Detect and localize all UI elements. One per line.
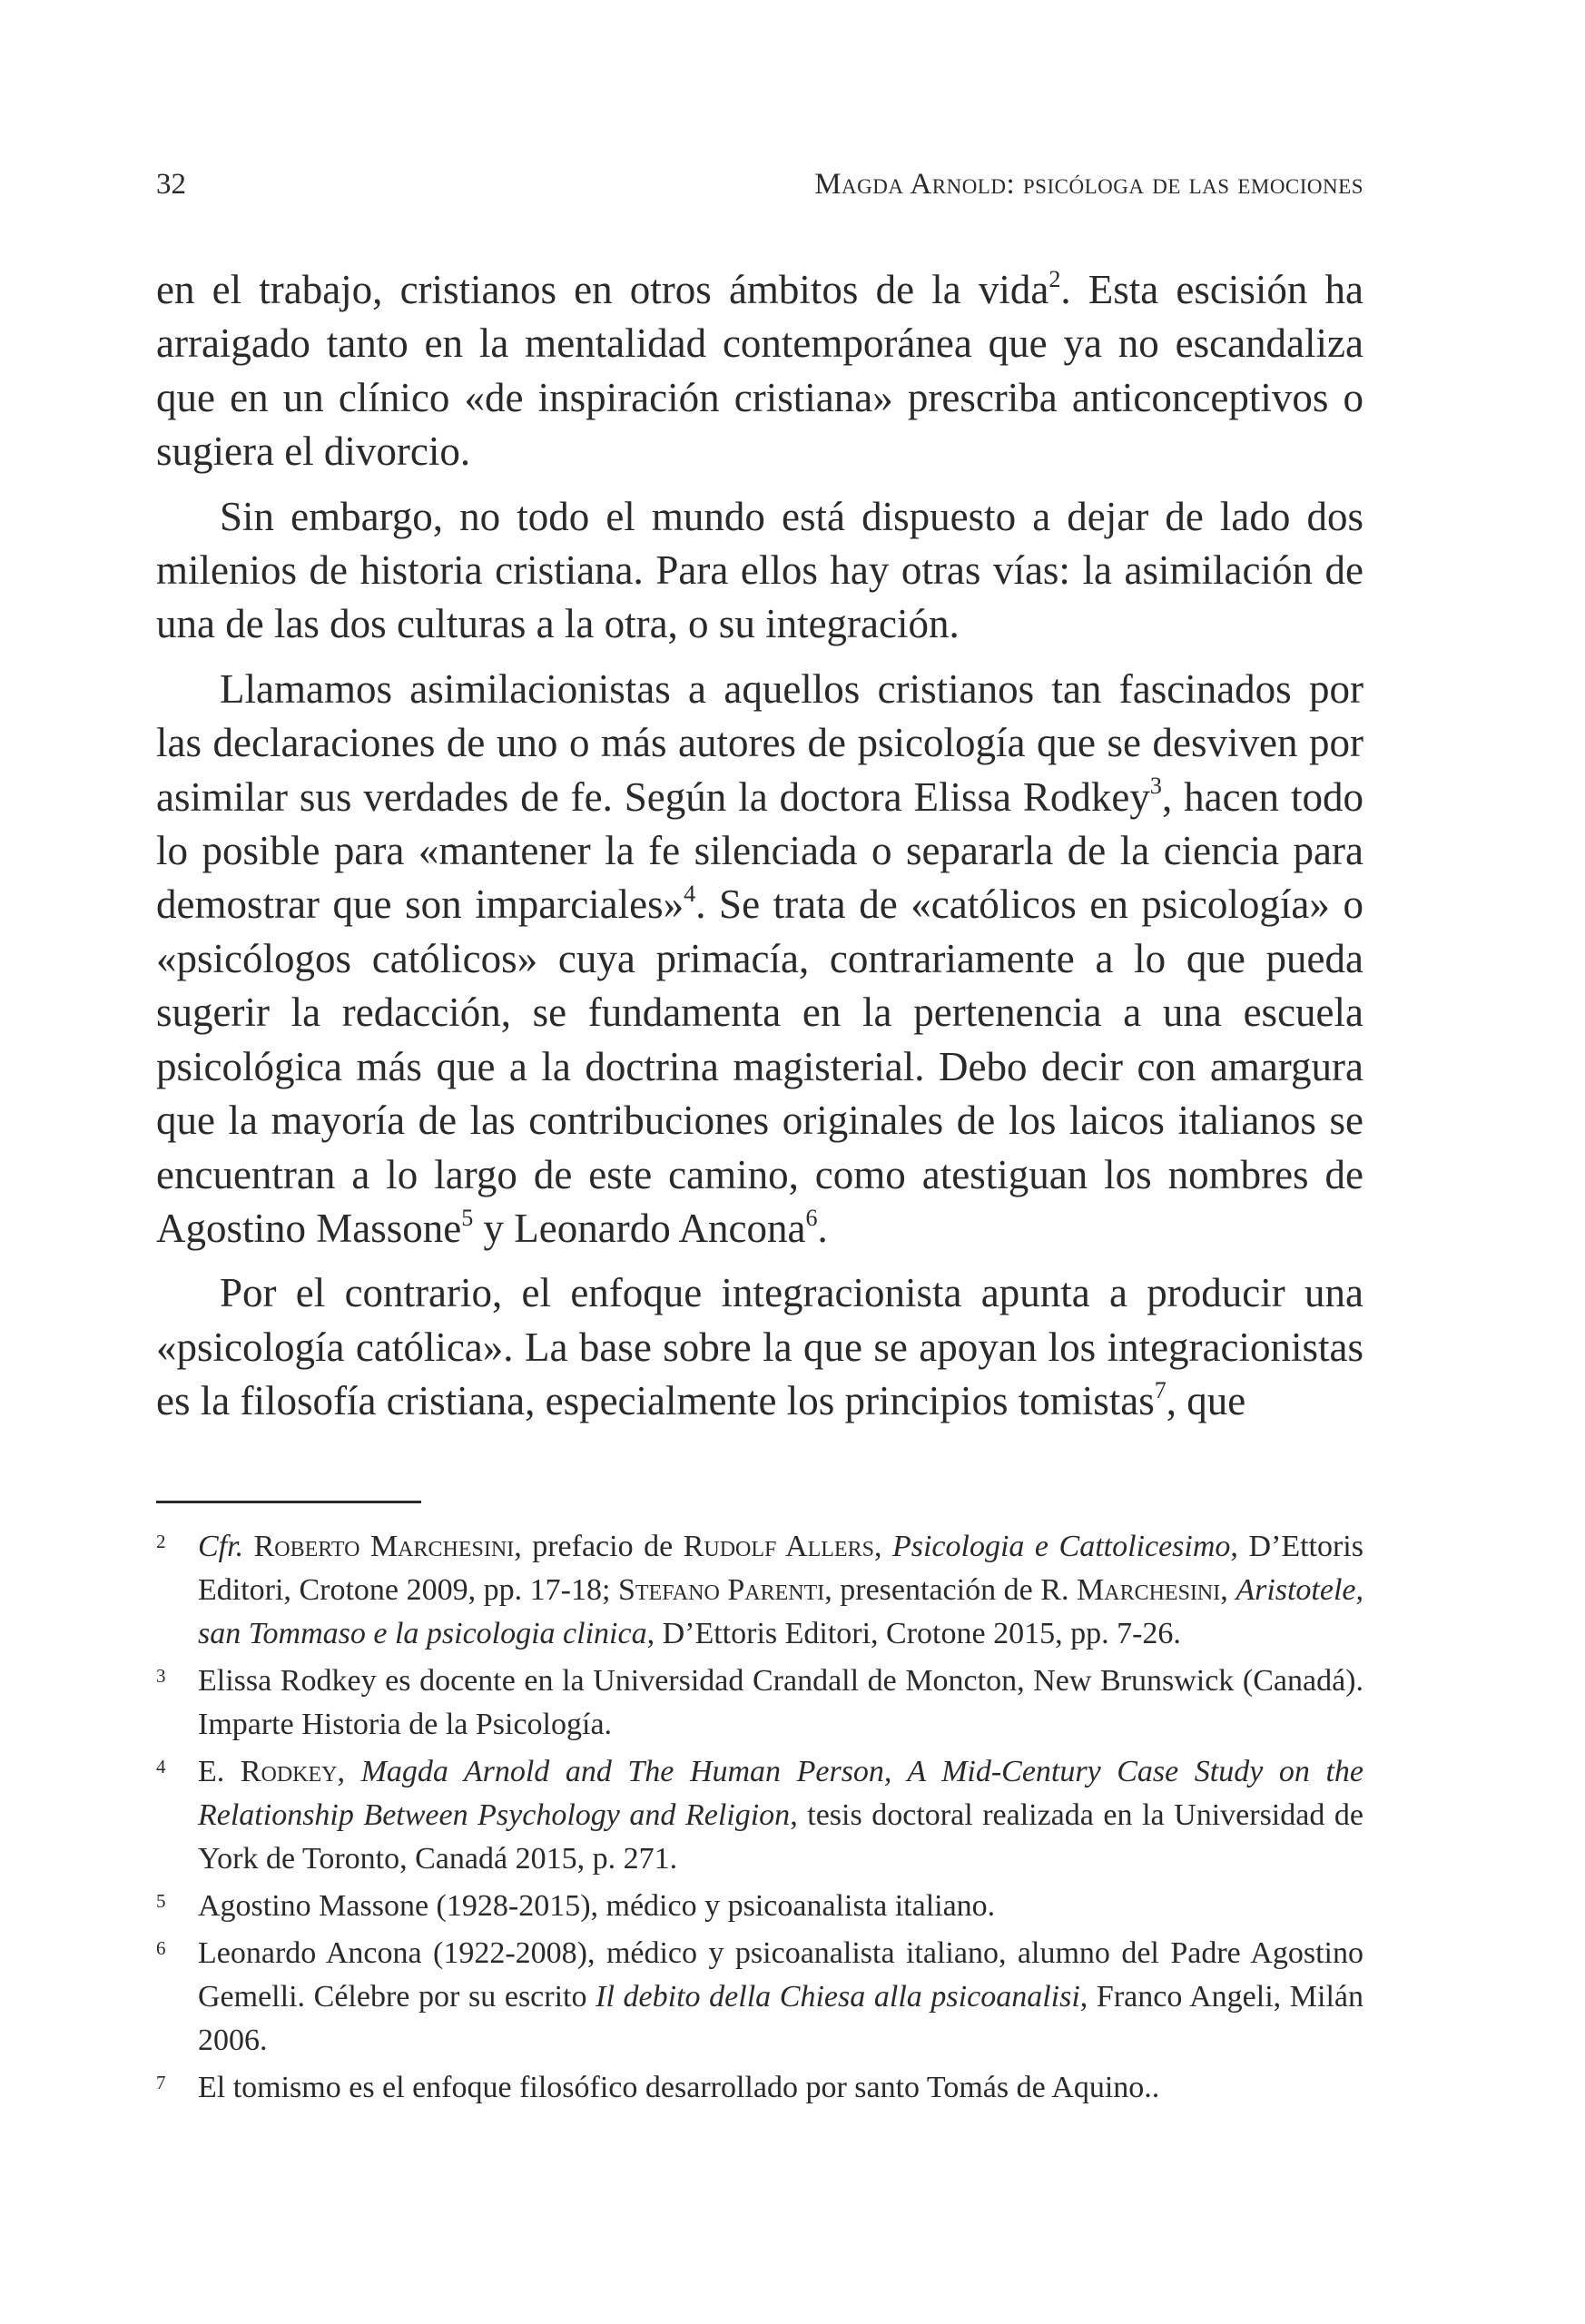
- footnote-text: Aristotele, san Tommaso e la psicologia clinica: [198, 1573, 1364, 1650]
- footnote-text: ,: [337, 1755, 361, 1788]
- footnote-text: [243, 1530, 254, 1563]
- footnote-text: , D’Ettoris Editori, Crotone 2015, pp. 7-26.: [646, 1617, 1181, 1650]
- footnote-text: Marchesini: [1077, 1573, 1221, 1607]
- footnote-number: 7: [156, 2072, 166, 2093]
- paragraph-1: en el trabajo, cristianos en otros ámbitos de la vida$^2$. Esta escisión ha arraigado tanto en la mentalidad contemporánea que ya no escandaliza que en un clínico «de inspiración cristiana» prescriba anticonceptivos o sugiera el divorcio.: [156, 265, 1363, 475]
- footnote-text: Rudolf Allers: [683, 1530, 874, 1563]
- footnote-text: Roberto Marchesini: [253, 1530, 515, 1563]
- footnote-text: ,: [1220, 1573, 1236, 1607]
- footnote-number: 6: [156, 1937, 166, 1959]
- footnote-text: Leonardo Ancona (1922-2008), médico y psicoanalista italiano, alumno del Padre Agostino Gemelli. Célebre por su escrito: [198, 1936, 1363, 2014]
- footnote-text: Rodkey: [240, 1755, 338, 1788]
- footnote-text: , presentación de R.: [824, 1573, 1077, 1607]
- paragraph-4: Por el contrario, el enfoque integracionista apunta a producir una «psicología católica». La base sobre la que se apoyan los integracionistas es la filosofía cristiana, especialmente los principios tomistas$^7$, que: [156, 1270, 1363, 1424]
- footnote-divider: [156, 1501, 421, 1503]
- footnote-ref-5: 5: [461, 1204, 474, 1231]
- page-number: 32: [156, 168, 186, 201]
- footnote-6: [156, 1932, 1363, 2063]
- body-text: [156, 263, 1363, 1440]
- running-header: [156, 162, 1363, 207]
- paragraph-2: Sin embargo, no todo el mundo está dispuesto a dejar de lado dos milenios de historia cristiana. Para ellos hay otras vías: la asimilación de una de las dos culturas a la otra, o su integración.: [156, 493, 1363, 647]
- footnote-ref-2: 2: [1048, 265, 1061, 292]
- footnote-text: Psicologia e Cattolicesimo: [891, 1530, 1231, 1563]
- footnote-text: , D’Ettoris Editori, Crotone 2009, pp. 17-18;: [198, 1530, 1363, 1607]
- footnote-number: 3: [156, 1665, 166, 1687]
- footnote-number: 4: [156, 1756, 166, 1777]
- footnote-text: E.: [198, 1755, 241, 1788]
- footnote-text: ,: [873, 1530, 892, 1563]
- footnote-4: [156, 1750, 1363, 1881]
- footnote-text: Magda Arnold and The Human Person, A Mid-Century Case Study on the Relationship Between Psychology and Religion: [198, 1755, 1363, 1832]
- footnote-text: , prefacio de: [514, 1530, 684, 1563]
- footnote-number: 5: [156, 1890, 166, 1912]
- footnote-number: 2: [156, 1531, 166, 1552]
- footnote-text: Elissa Rodkey es docente en la Universidad Crandall de Moncton, New Brunswick (Canadá). Imparte Historia de la Psicología.: [198, 1664, 1363, 1741]
- running-title: Magda Arnold: psicóloga de las emociones: [814, 168, 1363, 201]
- paragraph-3: Llamamos asimilacionistas a aquellos cristianos tan fascinados por las declaraciones de uno o más autores de psicología que se desviven por asimilar sus verdades de fe. Según la doctora Elissa Rodkey$^3$, hacen todo lo posible para «mantener la fe silenciada o separarla de la ciencia para demostrar que son imparciales»$^4$. Se trata de «católicos en psicología» o «psicólogos católicos» cuya primacía, contrariamente a lo que pueda sugerir la redacción, se fundamenta en la pertenencia a una escuela psicológica más que a la doctrina magisterial. Debo decir con amargura que la mayoría de las contribuciones originales de los laicos italianos se encuentran a lo largo de este camino, como atestiguan los nombres de Agostino Massone$^5$ y Leonardo Ancona$^6$.: [156, 665, 1363, 1251]
- footnote-text: El tomismo es el enfoque filosófico desarrollado por santo Tomás de Aquino..: [198, 2071, 1160, 2104]
- footnote-ref-7: 7: [1154, 1376, 1167, 1403]
- footnote-text: Stefano Parenti: [617, 1573, 825, 1607]
- footnote-text: , Franco Angeli, Milán 2006.: [198, 1980, 1363, 2057]
- footnote-5: [156, 1885, 1363, 1928]
- footnote-3: [156, 1659, 1363, 1747]
- footnote-text: Il debito della Chiesa alla psicoanalisi: [596, 1980, 1080, 2014]
- footnote-text: Cfr.: [198, 1530, 244, 1563]
- footnote-ref-3: 3: [1149, 773, 1162, 800]
- footnotes: [156, 1525, 1363, 2113]
- footnote-ref-6: 6: [805, 1204, 818, 1231]
- footnote-ref-4: 4: [684, 881, 696, 908]
- footnote-text: , tesis doctoral realizada en la Universidad de York de Toronto, Canadá 2015, p. 271.: [198, 1798, 1363, 1876]
- footnote-7: [156, 2066, 1363, 2110]
- footnote-2: [156, 1525, 1363, 1656]
- footnote-text: Agostino Massone (1928-2015), médico y psicoanalista italiano.: [198, 1889, 996, 1923]
